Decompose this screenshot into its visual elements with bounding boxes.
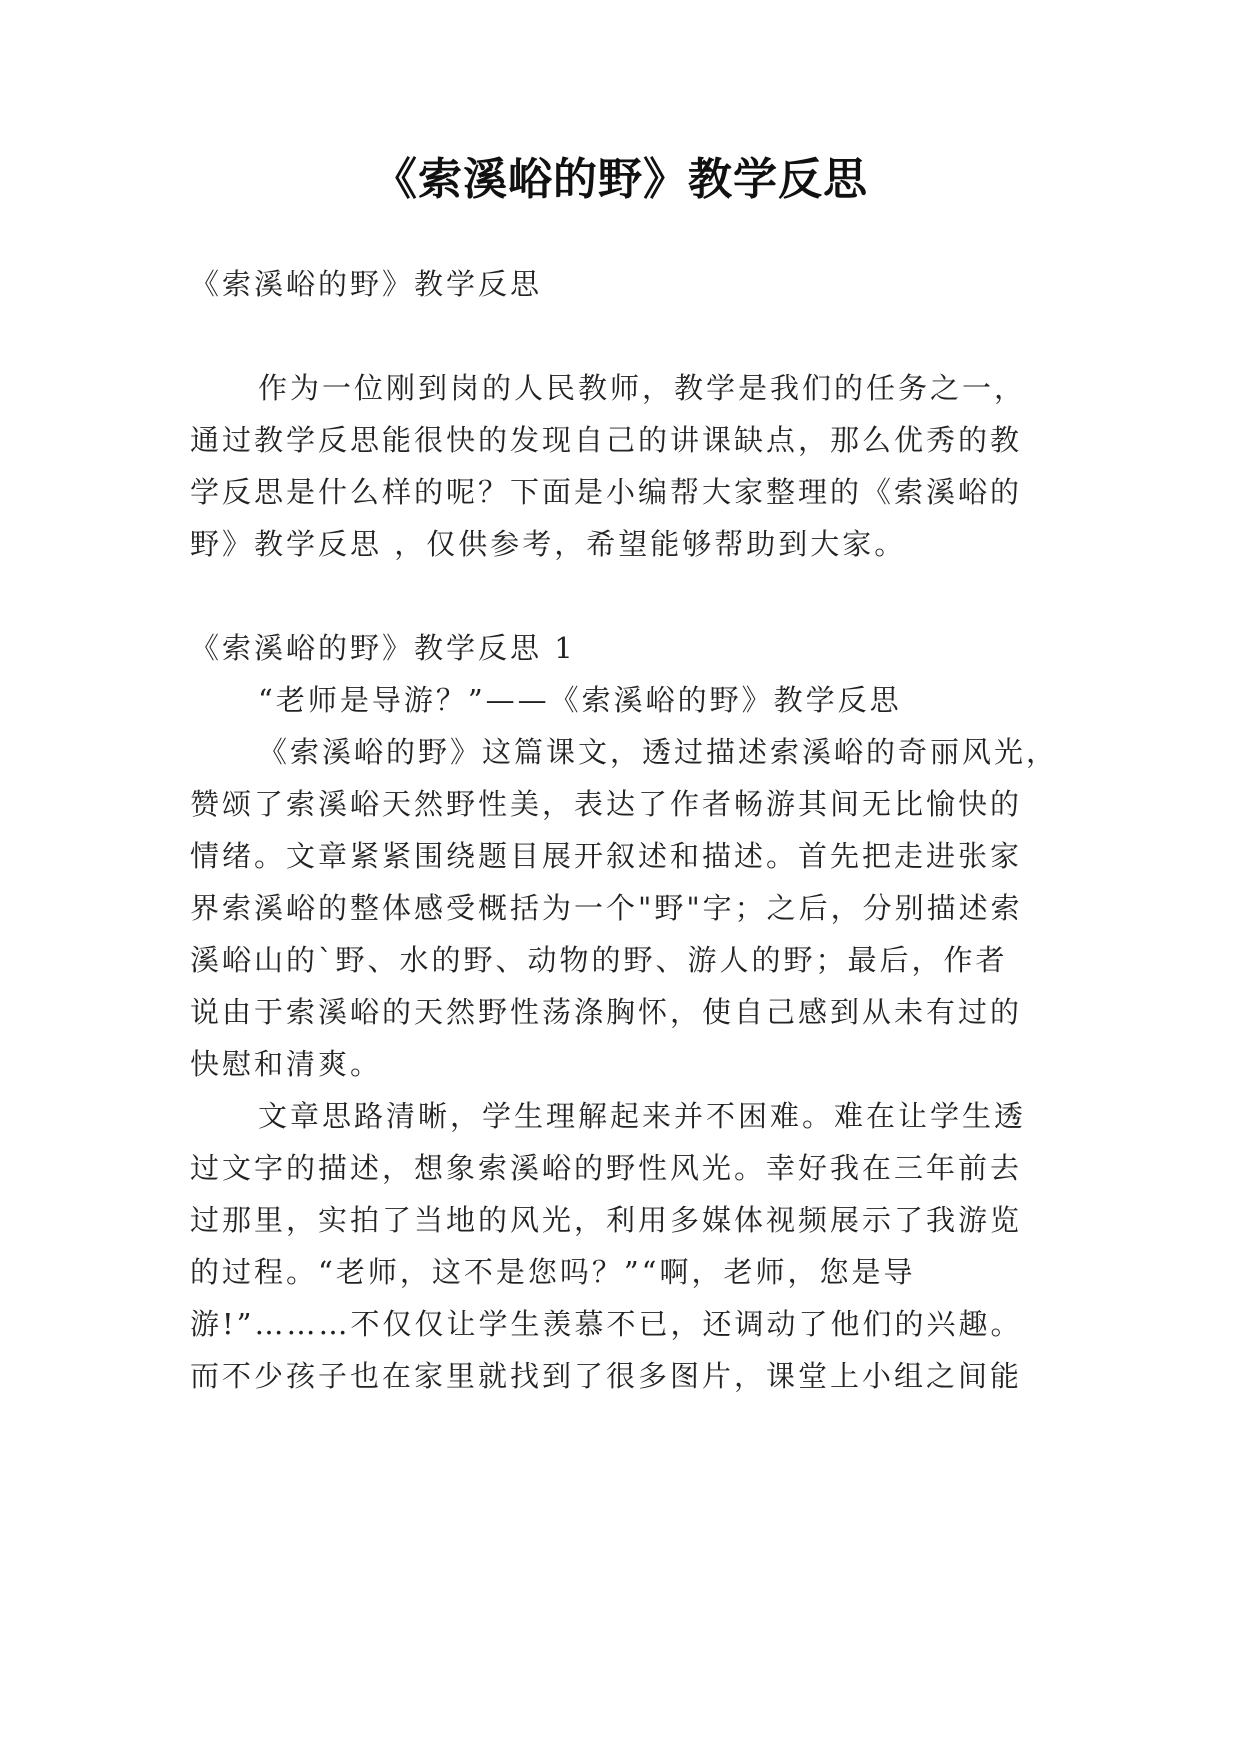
intro-line: 野》教学反思 ，仅供参考，希望能够帮助到大家。 (190, 527, 907, 561)
paragraph-line: 的过程。“老师，这不是您吗？”“啊，老师，您是导 (190, 1255, 916, 1289)
paragraph-line: 赞颂了索溪峪天然野性美，表达了作者畅游其间无比愉快的 (190, 787, 1023, 821)
paragraph-line: 快慰和清爽。 (190, 1047, 383, 1081)
section-subheading: “老师是导游？”——《索溪峪的野》教学反思 (258, 683, 902, 717)
intro-line: 作为一位刚到岗的人民教师，教学是我们的任务之一， (258, 371, 1027, 405)
section-heading: 《索溪峪的野》教学反思 1 (190, 631, 576, 665)
paragraph-line: 《索溪峪的野》这篇课文，透过描述索溪峪的奇丽风光， (258, 735, 1059, 769)
paragraph-line: 文章思路清晰，学生理解起来并不困难。难在让学生透 (258, 1099, 1027, 1133)
paragraph-line: 情绪。文章紧紧围绕题目展开叙述和描述。首先把走进张家 (190, 839, 1023, 873)
intro-line: 学反思是什么样的呢？下面是小编帮大家整理的《索溪峪的 (190, 475, 1023, 509)
paragraph-line: 过那里，实拍了当地的风光，利用多媒体视频展示了我游览 (190, 1203, 1023, 1237)
paragraph-line: 游!”………不仅仅让学生羡慕不已，还调动了他们的兴趣。 (190, 1307, 1023, 1341)
document-title: 《索溪峪的野》教学反思 (373, 154, 868, 205)
paragraph-line: 界索溪峪的整体感受概括为一个"野"字；之后，分别描述索 (190, 891, 1023, 925)
paragraph-line: 溪峪山的`野、水的野、动物的野、游人的野；最后，作者 (190, 943, 1008, 977)
paragraph-line: 而不少孩子也在家里就找到了很多图片，课堂上小组之间能 (190, 1359, 1023, 1393)
document-subtitle: 《索溪峪的野》教学反思 (190, 267, 543, 301)
paragraph-line: 说由于索溪峪的天然野性荡涤胸怀，使自己感到从未有过的 (190, 995, 1023, 1029)
intro-line: 通过教学反思能很快的发现自己的讲课缺点，那么优秀的教 (190, 423, 1023, 457)
paragraph-line: 过文字的描述，想象索溪峪的野性风光。幸好我在三年前去 (190, 1151, 1023, 1185)
